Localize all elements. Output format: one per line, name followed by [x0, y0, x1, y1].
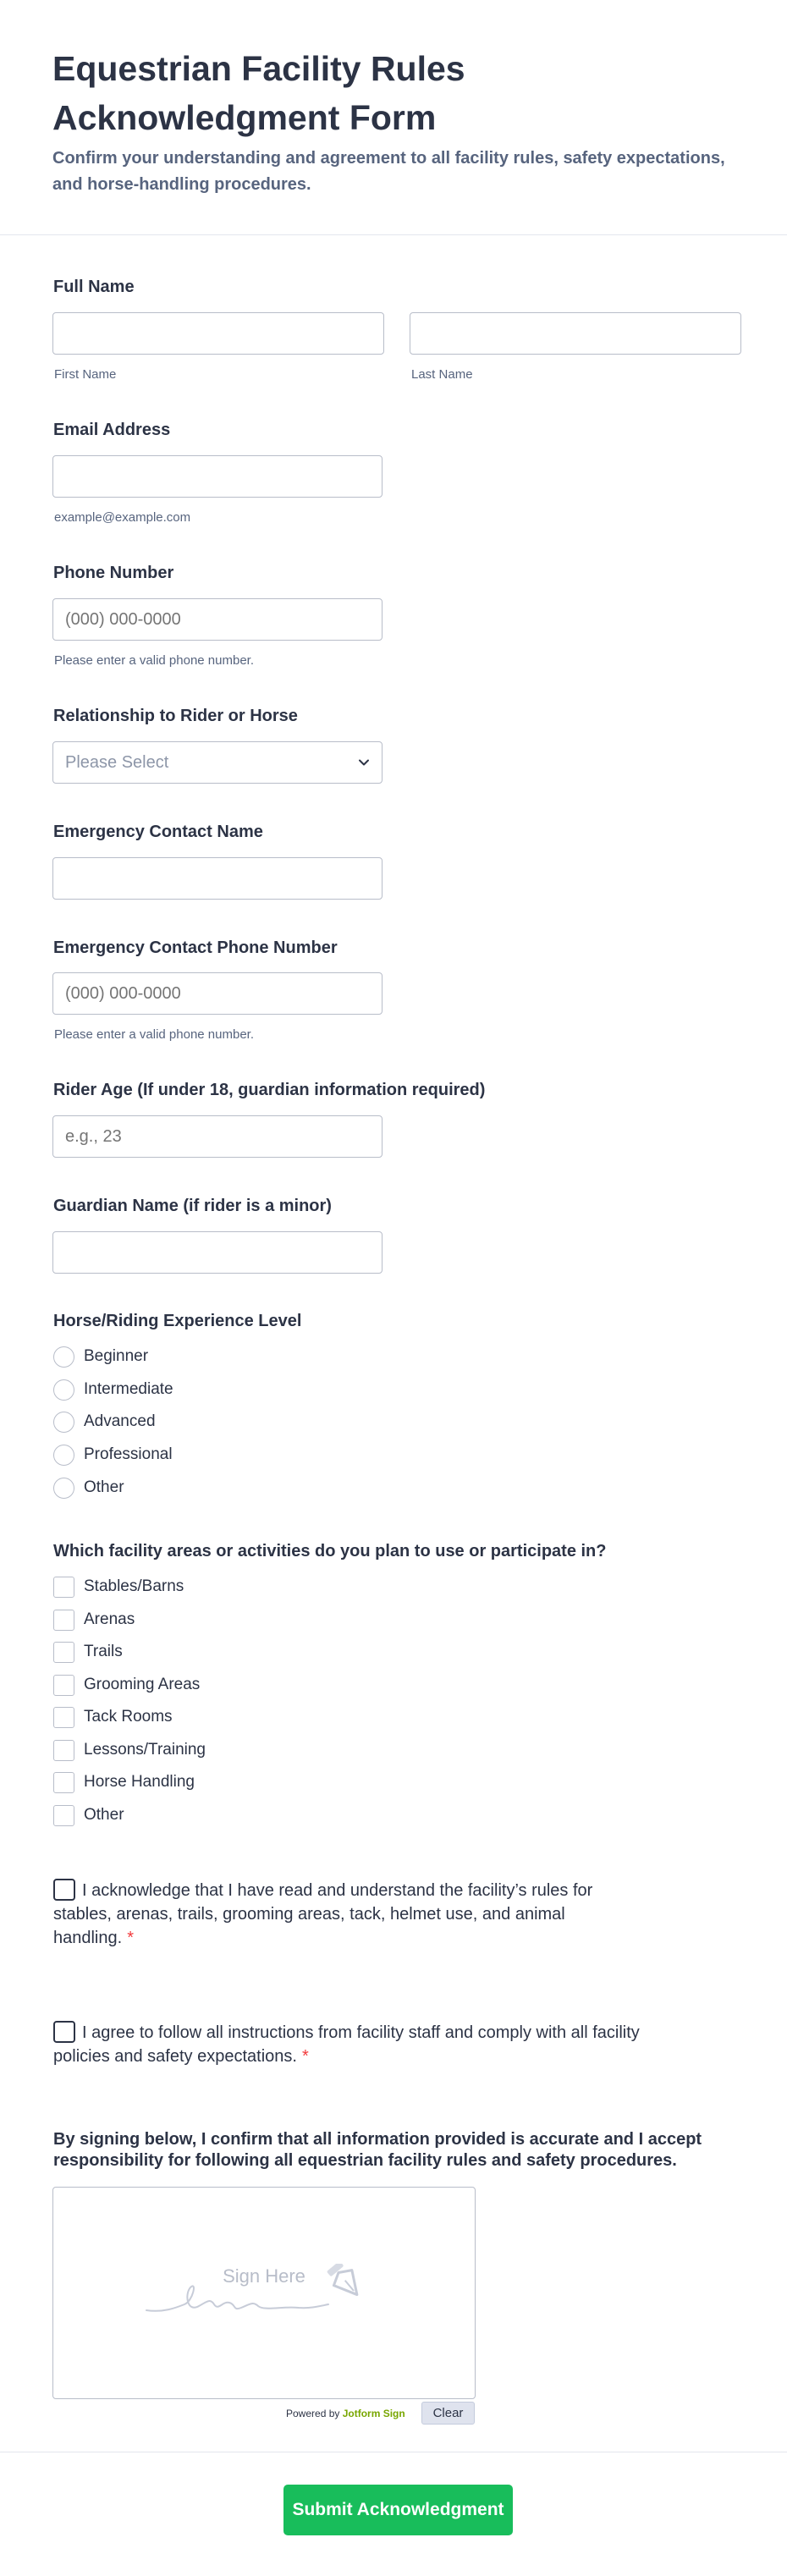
emergency-phone-sublabel: Please enter a valid phone number.	[54, 1027, 254, 1042]
form-header	[0, 0, 787, 235]
area-option-lessons[interactable]: Lessons/Training	[53, 1739, 206, 1761]
email-input[interactable]	[52, 455, 382, 498]
rider-age-input[interactable]	[52, 1115, 382, 1158]
checkbox[interactable]	[53, 1772, 74, 1793]
emergency-phone-label: Emergency Contact Phone Number	[53, 938, 338, 957]
submit-button[interactable]: Submit Acknowledgment	[283, 2485, 513, 2535]
relationship-select[interactable]	[52, 741, 382, 784]
relationship-label: Relationship to Rider or Horse	[53, 707, 298, 725]
checkbox[interactable]	[53, 1577, 74, 1598]
checkbox[interactable]	[53, 1740, 74, 1761]
radio-button[interactable]	[53, 1445, 74, 1466]
checkbox[interactable]	[53, 1610, 74, 1631]
rider-age-label: Rider Age (If under 18, guardian information required)	[53, 1081, 486, 1099]
first-name-input[interactable]	[52, 312, 384, 355]
page-subtitle: Confirm your understanding and agreement to all facility rules, safety expectations, and horse-handling procedures.	[52, 149, 725, 194]
experience-label: Horse/Riding Experience Level	[53, 1312, 302, 1330]
radio-button[interactable]	[53, 1346, 74, 1368]
emergency-phone-input[interactable]	[52, 972, 382, 1015]
last-name-sublabel: Last Name	[411, 367, 473, 382]
ack-instructions-checkbox[interactable]	[53, 2021, 75, 2043]
checkbox[interactable]	[53, 1707, 74, 1728]
required-mark: *	[127, 1929, 134, 1947]
required-mark: *	[301, 2047, 309, 2066]
experience-option-intermediate[interactable]: Intermediate	[53, 1379, 173, 1401]
last-name-input[interactable]	[410, 312, 741, 355]
area-option-horse-handling[interactable]: Horse Handling	[53, 1771, 195, 1793]
checkbox[interactable]	[53, 1642, 74, 1663]
ack-rules-field	[53, 1879, 646, 1950]
ack-instructions-field	[53, 2021, 646, 2068]
area-option-stables[interactable]: Stables/Barns	[53, 1576, 184, 1598]
area-option-tack-rooms[interactable]: Tack Rooms	[53, 1706, 173, 1728]
page-title: Equestrian Facility Rules Acknowledgment Form	[52, 49, 465, 137]
radio-button[interactable]	[53, 1478, 74, 1499]
phone-sublabel: Please enter a valid phone number.	[54, 653, 254, 668]
emergency-name-label: Emergency Contact Name	[53, 823, 263, 841]
area-option-other[interactable]: Other	[53, 1804, 124, 1826]
area-option-trails[interactable]: Trails	[53, 1641, 123, 1663]
signature-scribble-icon	[138, 2264, 392, 2323]
first-name-sublabel: First Name	[54, 367, 117, 382]
experience-option-professional[interactable]: Professional	[53, 1444, 173, 1466]
ack-rules-text: I acknowledge that I have read and understand the facility’s rules for stables, arenas, trails, grooming areas, tack, helmet use, and animal handling.	[53, 1881, 593, 1947]
experience-option-other[interactable]: Other	[53, 1477, 124, 1499]
radio-button[interactable]	[53, 1379, 74, 1401]
experience-option-advanced[interactable]: Advanced	[53, 1411, 156, 1433]
radio-button[interactable]	[53, 1412, 74, 1433]
signature-label: By signing below, I confirm that all information provided is accurate and I accept responsibility for following all equestrian facility rules and safety procedures.	[53, 2130, 702, 2170]
ack-rules-checkbox[interactable]	[53, 1879, 75, 1901]
ack-instructions-text: I agree to follow all instructions from facility staff and comply with all facility policies and safety expectations.	[53, 2023, 640, 2066]
experience-option-beginner[interactable]: Beginner	[53, 1346, 148, 1368]
email-sublabel: example@example.com	[54, 510, 191, 525]
area-option-grooming[interactable]: Grooming Areas	[53, 1674, 200, 1696]
guardian-input[interactable]	[52, 1231, 382, 1274]
phone-label: Phone Number	[53, 564, 174, 582]
email-label: Email Address	[53, 421, 171, 439]
powered-by-text: Powered by Jotform Sign	[286, 2408, 405, 2419]
guardian-label: Guardian Name (if rider is a minor)	[53, 1197, 332, 1215]
areas-label: Which facility areas or activities do you plan to use or participate in?	[53, 1542, 607, 1560]
jotform-sign-brand: Jotform Sign	[342, 2408, 405, 2419]
checkbox[interactable]	[53, 1675, 74, 1696]
full-name-label: Full Name	[53, 278, 135, 296]
signature-pad[interactable]	[52, 2187, 476, 2399]
phone-input[interactable]	[52, 598, 382, 641]
clear-signature-button[interactable]: Clear	[421, 2402, 475, 2425]
chevron-down-icon	[358, 757, 370, 768]
checkbox[interactable]	[53, 1805, 74, 1826]
signature-placeholder: Sign Here	[223, 2265, 305, 2287]
area-option-arenas[interactable]: Arenas	[53, 1609, 135, 1631]
relationship-selected-value: Please Select	[65, 753, 169, 772]
emergency-name-input[interactable]	[52, 857, 382, 900]
